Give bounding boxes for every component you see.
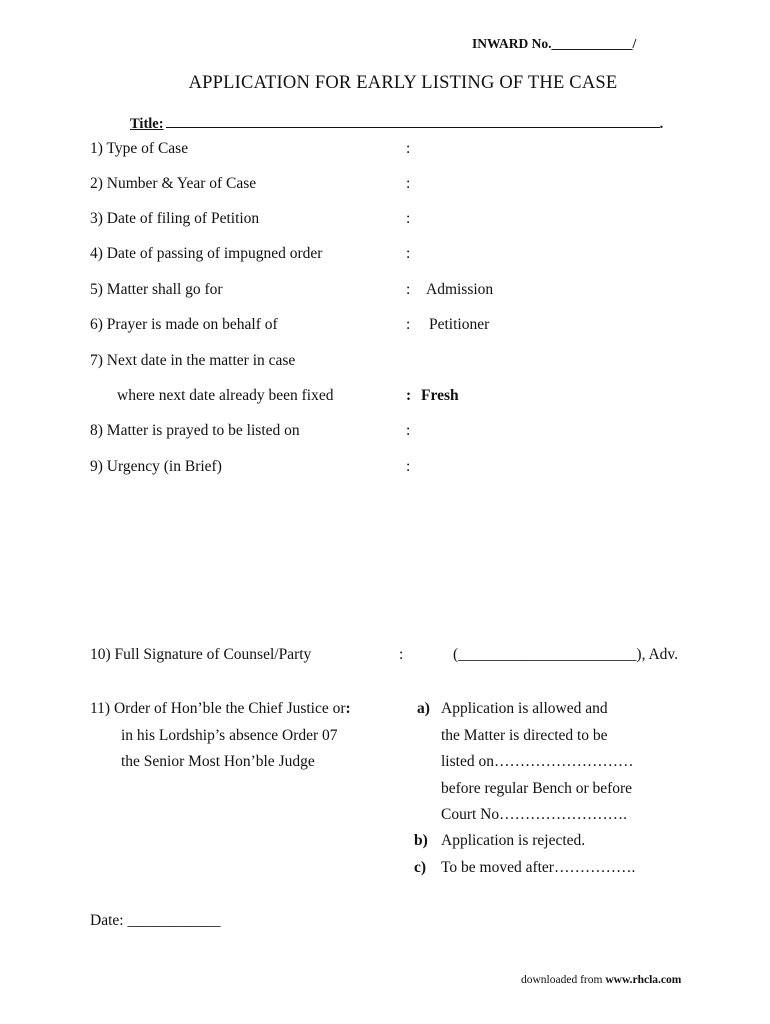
- item-colon: :: [406, 458, 411, 475]
- item-row: 3) Date of filing of Petition: [90, 210, 260, 227]
- item-row: 8) Matter is prayed to be listed on: [90, 422, 300, 439]
- item-label: Next date in the matter in case: [106, 352, 296, 369]
- download-source: downloaded from www.rhcla.com: [521, 974, 682, 986]
- item-row: 6) Prayer is made on behalf of: [90, 316, 278, 333]
- item-label: Matter shall go for: [106, 281, 223, 298]
- signature-blank: (_______________________), Adv.: [453, 646, 679, 663]
- item-row: 7) Next date in the matter in case: [90, 352, 296, 369]
- item-label: Prayer is made on behalf of: [106, 316, 278, 333]
- order-row: 11) Order of Hon’ble the Chief Justice or:: [90, 700, 351, 717]
- case-title-label: Title:: [130, 116, 164, 132]
- inward-number: INWARD No.____________/: [472, 36, 637, 51]
- item-label: Date of filing of Petition: [106, 210, 260, 227]
- item-row: 9) Urgency (in Brief): [90, 458, 222, 475]
- item-label: Number & Year of Case: [106, 175, 257, 192]
- item-row: 4) Date of passing of impugned order: [90, 245, 323, 262]
- item-colon: :: [406, 140, 411, 157]
- item-colon: :: [406, 281, 411, 298]
- option-a-line: listed on………………………: [441, 753, 634, 770]
- signature-row: 10) Full Signature of Counsel/Party: [90, 646, 312, 663]
- option-c-text: To be moved after…………….: [441, 859, 636, 876]
- item-value-fresh: Fresh: [421, 387, 459, 404]
- case-title-line: [166, 115, 660, 128]
- item-value-admission: Admission: [426, 281, 494, 298]
- option-a-line: the Matter is directed to be: [441, 727, 608, 744]
- order-line-3: the Senior Most Hon’ble Judge: [121, 753, 315, 770]
- option-a-mark: a): [417, 700, 430, 717]
- option-a-line: before regular Bench or before: [441, 780, 633, 797]
- item-colon: :: [406, 245, 411, 262]
- item-colon: :: [406, 316, 411, 333]
- option-c-mark: c): [414, 859, 427, 876]
- order-colon: :: [345, 700, 351, 717]
- option-b-text: Application is rejected.: [441, 832, 586, 849]
- document-heading: APPLICATION FOR EARLY LISTING OF THE CASE: [188, 73, 618, 93]
- item-label: Type of Case: [106, 140, 189, 157]
- item-label: Urgency (in Brief): [106, 458, 222, 475]
- item-row: 5) Matter shall go for: [90, 281, 223, 298]
- item-label: Date of passing of impugned order: [106, 245, 323, 262]
- option-b-mark: b): [414, 832, 428, 849]
- item-row: 1) Type of Case: [90, 140, 189, 157]
- item-colon: :: [406, 175, 411, 192]
- case-title-row: [130, 115, 663, 133]
- order-line-2: in his Lordship’s absence Order 07: [121, 727, 338, 744]
- item-colon: :: [406, 210, 411, 227]
- order-line-1: Order of Hon’ble the Chief Justice or: [113, 700, 346, 717]
- item-row: 2) Number & Year of Case: [90, 175, 257, 192]
- date-field: Date: ____________: [90, 912, 221, 929]
- option-a-line: Court No…………………….: [441, 806, 627, 823]
- source-site: www.rhcla.com: [605, 974, 682, 986]
- item-value-petitioner: Petitioner: [429, 316, 490, 333]
- item-label-continued: where next date already been fixed: [117, 387, 334, 404]
- item-colon: :: [406, 387, 412, 404]
- option-a-line: Application is allowed and: [441, 700, 608, 717]
- item-label: Matter is prayed to be listed on: [106, 422, 300, 439]
- case-title-end: .: [659, 116, 664, 132]
- item-colon: :: [406, 422, 411, 439]
- signature-label: Full Signature of Counsel/Party: [114, 646, 312, 663]
- signature-colon: :: [399, 646, 404, 663]
